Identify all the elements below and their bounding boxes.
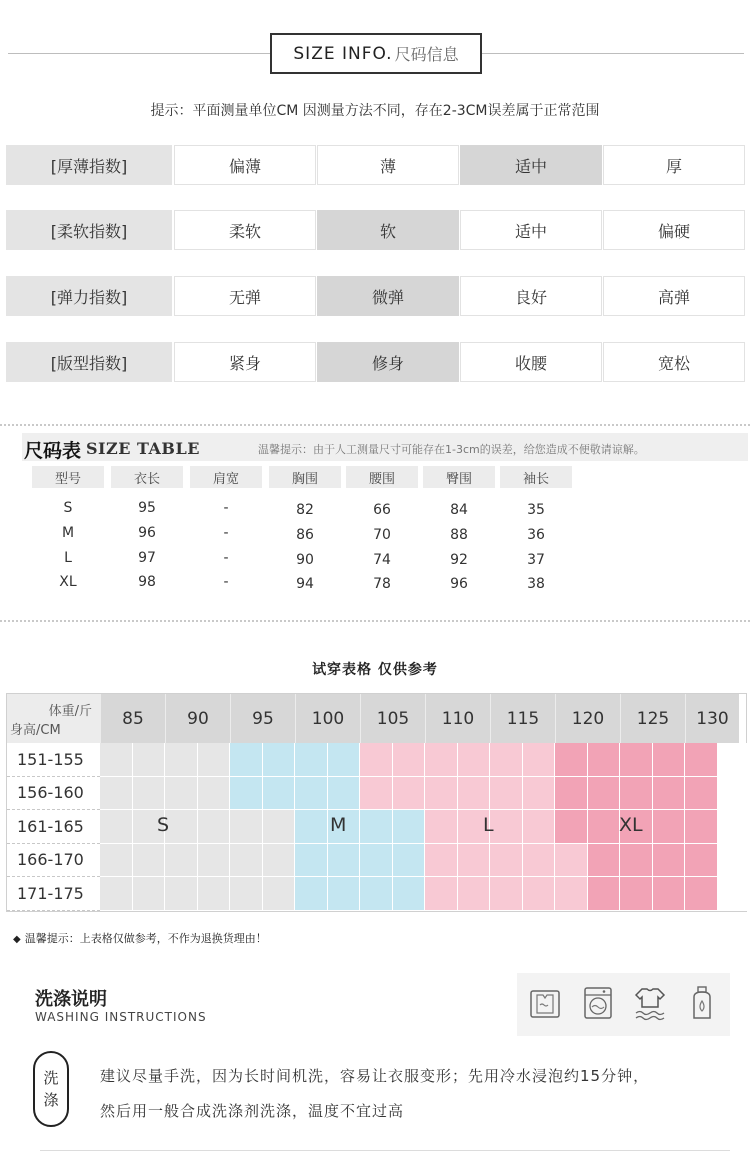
grid-cell-s bbox=[198, 877, 231, 911]
grid-cell-s bbox=[263, 877, 296, 911]
grid-cell-blank bbox=[718, 844, 750, 878]
bottom-rule bbox=[40, 1150, 730, 1151]
grid-cell-s bbox=[230, 877, 263, 911]
grid-cell-blank bbox=[718, 877, 750, 911]
size-table-cell: 78 bbox=[373, 576, 391, 592]
corner-weight-label: 体重/斤 bbox=[48, 704, 92, 719]
index-row bbox=[6, 342, 746, 382]
size-info-title bbox=[270, 33, 482, 74]
grid-cell-l bbox=[523, 877, 556, 911]
grid-cell-s bbox=[263, 844, 296, 878]
grid-cell-l bbox=[523, 743, 556, 777]
corner-height-label: 身高/CM bbox=[10, 723, 61, 738]
grid-cell-s bbox=[198, 810, 231, 844]
size-table-cell: 84 bbox=[450, 502, 468, 518]
weight-header: 120 bbox=[555, 694, 620, 743]
grid-cell-l bbox=[458, 777, 491, 811]
washing-title-cn: 洗涤说明 bbox=[35, 989, 107, 1010]
weight-header: 95 bbox=[230, 694, 295, 743]
grid-cell-xl bbox=[555, 810, 588, 844]
grid-cell-m bbox=[328, 844, 361, 878]
grid-cell-xl bbox=[555, 743, 588, 777]
size-table-cell: S bbox=[63, 500, 73, 516]
grid-cell-m bbox=[393, 810, 426, 844]
grid-cell-xl bbox=[555, 777, 588, 811]
size-table-cell: 90 bbox=[296, 552, 314, 568]
bottle-icon bbox=[686, 985, 718, 1021]
grid-cell-blank bbox=[718, 777, 750, 811]
grid-cell-s bbox=[133, 844, 166, 878]
grid-cell-xl bbox=[685, 844, 718, 878]
grid-cell-xl bbox=[588, 844, 621, 878]
grid-cell-l bbox=[425, 777, 458, 811]
height-header: 171-175 bbox=[7, 877, 100, 911]
grid-cell-s bbox=[165, 877, 198, 911]
size-table-col-header: 衣长 bbox=[111, 466, 183, 488]
size-table-cell: 96 bbox=[138, 525, 156, 541]
size-table-col-header: 腰围 bbox=[346, 466, 418, 488]
index-option-selected: 软 bbox=[317, 210, 459, 250]
grid-warning-text: 温馨提示：上表格仅做参考，不作为退换货理由！ bbox=[24, 932, 267, 945]
wash-badge bbox=[33, 1051, 69, 1127]
grid-cell-xl bbox=[588, 743, 621, 777]
wash-badge-top: 洗 bbox=[43, 1069, 59, 1087]
weight-header: 110 bbox=[425, 694, 490, 743]
grid-cell-s bbox=[100, 777, 133, 811]
grid-cell-m bbox=[230, 743, 263, 777]
grid-cell-m bbox=[295, 877, 328, 911]
size-table-cell: 70 bbox=[373, 527, 391, 543]
weight-header: 105 bbox=[360, 694, 425, 743]
grid-cell-l bbox=[555, 877, 588, 911]
size-table-cell: 96 bbox=[450, 576, 468, 592]
size-table-col-header: 胸围 bbox=[269, 466, 341, 488]
grid-cell-m bbox=[295, 844, 328, 878]
grid-cell-m bbox=[393, 844, 426, 878]
index-option: 收腰 bbox=[460, 342, 602, 382]
grid-cell-s bbox=[165, 844, 198, 878]
size-table-cell: 88 bbox=[450, 527, 468, 543]
grid-cell-xl bbox=[685, 810, 718, 844]
size-table-cell: 97 bbox=[138, 550, 156, 566]
weight-header: 115 bbox=[490, 694, 555, 743]
grid-cell-s bbox=[133, 743, 166, 777]
grid-cell-xl bbox=[685, 777, 718, 811]
grid-cell-l bbox=[425, 844, 458, 878]
index-label: [版型指数] bbox=[6, 342, 172, 382]
title-rule-left bbox=[8, 53, 270, 54]
grid-cell-blank bbox=[718, 810, 750, 844]
grid-cell-blank bbox=[718, 743, 750, 777]
grid-cell-s bbox=[165, 810, 198, 844]
washing-title-en: WASHING INSTRUCTIONS bbox=[35, 1010, 207, 1024]
grid-cell-xl bbox=[653, 810, 686, 844]
grid-cell-xl bbox=[653, 844, 686, 878]
grid-cell-xl bbox=[685, 743, 718, 777]
grid-cell-s bbox=[230, 844, 263, 878]
washing-machine-icon bbox=[582, 985, 614, 1021]
try-on-grid bbox=[6, 693, 747, 912]
grid-cell-m bbox=[360, 877, 393, 911]
size-zone-label: XL bbox=[619, 814, 643, 836]
size-table-cell: 66 bbox=[373, 502, 391, 518]
grid-cell-l bbox=[360, 777, 393, 811]
grid-corner bbox=[7, 694, 100, 743]
care-icons bbox=[517, 973, 730, 1036]
grid-cell-s bbox=[133, 877, 166, 911]
title-rule-right bbox=[482, 53, 744, 54]
grid-cell-s bbox=[133, 777, 166, 811]
grid-cell-xl bbox=[588, 777, 621, 811]
grid-cell-xl bbox=[620, 877, 653, 911]
divider bbox=[0, 424, 750, 426]
size-table-cell: - bbox=[223, 525, 229, 541]
grid-cell-l bbox=[393, 777, 426, 811]
index-option: 偏硬 bbox=[603, 210, 745, 250]
grid-cell-l bbox=[458, 844, 491, 878]
size-info-title-en: SIZE INFO. bbox=[293, 43, 393, 64]
index-option: 宽松 bbox=[603, 342, 745, 382]
size-table-cell: 35 bbox=[527, 502, 545, 518]
index-option: 高弹 bbox=[603, 276, 745, 316]
grid-cell-m bbox=[295, 743, 328, 777]
size-zone-label: L bbox=[483, 814, 494, 836]
grid-cell-s bbox=[230, 810, 263, 844]
try-on-title: 试穿表格 仅供参考 bbox=[312, 662, 438, 678]
grid-cell-s bbox=[263, 810, 296, 844]
height-header: 161-165 bbox=[7, 810, 100, 844]
grid-warning bbox=[13, 930, 267, 946]
grid-cell-l bbox=[393, 743, 426, 777]
grid-cell-s bbox=[100, 877, 133, 911]
grid-cell-m bbox=[295, 810, 328, 844]
grid-cell-l bbox=[490, 810, 523, 844]
grid-cell-l bbox=[523, 844, 556, 878]
grid-cell-l bbox=[425, 810, 458, 844]
index-option: 无弹 bbox=[174, 276, 316, 316]
measure-tip: 提示：平面测量单位CM 因测量方法不同，存在2-3CM误差属于正常范围 bbox=[150, 103, 600, 119]
size-table-col-header: 袖长 bbox=[500, 466, 572, 488]
grid-cell-s bbox=[198, 777, 231, 811]
index-option-selected: 修身 bbox=[317, 342, 459, 382]
index-label: [厚薄指数] bbox=[6, 145, 172, 185]
size-table-cell: - bbox=[223, 500, 229, 516]
size-table-cell: 82 bbox=[296, 502, 314, 518]
size-table-cell: L bbox=[64, 550, 72, 566]
size-table-cell: 98 bbox=[138, 574, 156, 590]
grid-cell-s bbox=[198, 844, 231, 878]
weight-header: 125 bbox=[620, 694, 685, 743]
grid-cell-m bbox=[360, 810, 393, 844]
grid-cell-l bbox=[523, 810, 556, 844]
weight-header: 90 bbox=[165, 694, 230, 743]
grid-cell-l bbox=[425, 743, 458, 777]
grid-cell-m bbox=[393, 877, 426, 911]
grid-cell-s bbox=[165, 743, 198, 777]
size-zone-label: M bbox=[330, 814, 347, 836]
grid-cell-l bbox=[490, 777, 523, 811]
size-table-cell: XL bbox=[59, 574, 77, 590]
size-table-col-header: 型号 bbox=[32, 466, 104, 488]
grid-cell-xl bbox=[653, 877, 686, 911]
wash-badge-bottom: 涤 bbox=[43, 1091, 59, 1109]
index-option-selected: 微弹 bbox=[317, 276, 459, 316]
size-zone-label: S bbox=[157, 814, 170, 836]
height-header: 156-160 bbox=[7, 777, 100, 811]
height-header: 151-155 bbox=[7, 743, 100, 777]
grid-cell-m bbox=[360, 844, 393, 878]
size-table-note: 温馨提示：由于人工测量尺寸可能存在1-3cm的误差，给您造成不便敬请谅解。 bbox=[258, 443, 645, 456]
index-row bbox=[6, 210, 746, 250]
grid-cell-xl bbox=[588, 810, 621, 844]
index-row bbox=[6, 145, 746, 185]
index-label: [弹力指数] bbox=[6, 276, 172, 316]
size-table-col-header: 臀围 bbox=[423, 466, 495, 488]
grid-cell-l bbox=[523, 777, 556, 811]
index-option: 紧身 bbox=[174, 342, 316, 382]
size-table-cell: 94 bbox=[296, 576, 314, 592]
weight-header: 85 bbox=[100, 694, 165, 743]
grid-cell-m bbox=[230, 777, 263, 811]
grid-cell-xl bbox=[653, 743, 686, 777]
index-label: [柔软指数] bbox=[6, 210, 172, 250]
washing-text-line1: 建议尽量手洗，因为长时间机洗，容易让衣服变形；先用冷水浸泡约15分钟， bbox=[100, 1067, 650, 1085]
grid-cell-l bbox=[425, 877, 458, 911]
grid-cell-s bbox=[100, 810, 133, 844]
size-info-title-cn: 尺码信息 bbox=[394, 45, 459, 64]
grid-cell-l bbox=[490, 877, 523, 911]
weight-header: 100 bbox=[295, 694, 360, 743]
grid-cell-xl bbox=[653, 777, 686, 811]
grid-cell-xl bbox=[620, 743, 653, 777]
grid-cell-l bbox=[555, 844, 588, 878]
hand-wash-icon bbox=[529, 985, 561, 1021]
size-table-cell: 38 bbox=[527, 576, 545, 592]
weight-header: 130 bbox=[685, 694, 739, 743]
index-option: 柔软 bbox=[174, 210, 316, 250]
index-option: 适中 bbox=[460, 210, 602, 250]
index-option: 厚 bbox=[603, 145, 745, 185]
index-option: 薄 bbox=[317, 145, 459, 185]
size-table-cell: - bbox=[223, 574, 229, 590]
grid-cell-m bbox=[263, 777, 296, 811]
grid-cell-s bbox=[100, 844, 133, 878]
size-table-cell: - bbox=[223, 550, 229, 566]
grid-cell-l bbox=[458, 743, 491, 777]
diamond-icon: ◆ bbox=[13, 934, 21, 945]
grid-cell-xl bbox=[685, 877, 718, 911]
size-table-col-header: 肩宽 bbox=[190, 466, 262, 488]
size-table-cell: 36 bbox=[527, 527, 545, 543]
grid-cell-l bbox=[490, 743, 523, 777]
grid-cell-s bbox=[165, 777, 198, 811]
size-table-title-en: SIZE TABLE bbox=[86, 439, 200, 458]
grid-cell-xl bbox=[620, 844, 653, 878]
index-row bbox=[6, 276, 746, 316]
size-table-cell: 92 bbox=[450, 552, 468, 568]
height-header: 166-170 bbox=[7, 844, 100, 878]
grid-cell-m bbox=[328, 877, 361, 911]
grid-cell-xl bbox=[620, 777, 653, 811]
grid-cell-s bbox=[100, 743, 133, 777]
grid-cell-l bbox=[360, 743, 393, 777]
grid-cell-m bbox=[328, 743, 361, 777]
size-table-cell: 86 bbox=[296, 527, 314, 543]
size-table-cell: M bbox=[61, 525, 75, 541]
size-table-title-cn: 尺码表 bbox=[24, 440, 82, 462]
size-table-cell: 74 bbox=[373, 552, 391, 568]
divider bbox=[0, 620, 750, 622]
size-table-cell: 95 bbox=[138, 500, 156, 516]
size-table-cell: 37 bbox=[527, 552, 545, 568]
index-option: 偏薄 bbox=[174, 145, 316, 185]
grid-cell-s bbox=[198, 743, 231, 777]
index-option: 良好 bbox=[460, 276, 602, 316]
index-option-selected: 适中 bbox=[460, 145, 602, 185]
grid-cell-l bbox=[490, 844, 523, 878]
grid-cell-m bbox=[295, 777, 328, 811]
grid-cell-l bbox=[458, 877, 491, 911]
shirt-wash-icon bbox=[634, 985, 666, 1021]
grid-cell-xl bbox=[588, 877, 621, 911]
grid-cell-m bbox=[263, 743, 296, 777]
grid-cell-m bbox=[328, 777, 361, 811]
washing-text-line2: 然后用一般合成洗涤剂洗涤，温度不宜过高 bbox=[100, 1102, 405, 1120]
